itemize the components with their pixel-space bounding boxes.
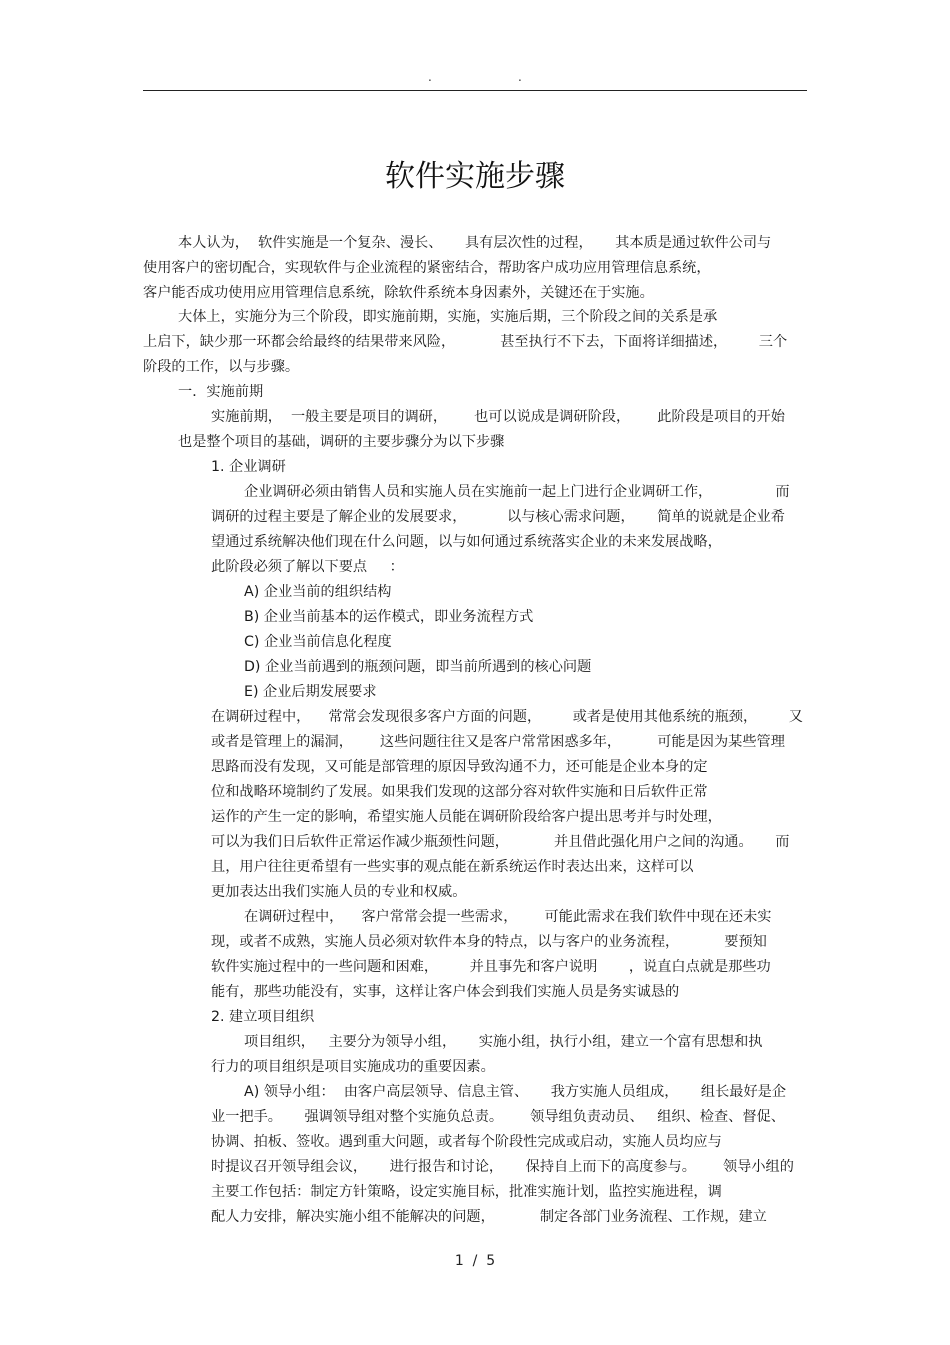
body-line: 思路而没有发现，又可能是部管理的原因导致沟通不力，还可能是企业本身的定	[211, 759, 708, 775]
list-item: B) 企业当前基本的运作模式，即业务流程方式	[244, 609, 534, 625]
list-item: E) 企业后期发展要求	[244, 684, 377, 700]
body-line: 更加表达出我们实施人员的专业和权威。	[211, 884, 467, 900]
body-line: 项目组织， 主要分为领导小组， 实施小组，执行小组，建立一个富有思想和执	[244, 1034, 763, 1050]
body-line: 也是整个项目的基础，调研的主要步骤分为以下步骤	[178, 434, 505, 450]
section-heading: 一．实施前期	[178, 384, 264, 400]
body-line: 本人认为， 软件实施是一个复杂、漫长、 具有层次性的过程， 其本质是通过软件公司与	[178, 235, 772, 251]
body-line: A) 领导小组： 由客户高层领导、信息主管、 我方实施人员组成， 组长最好是企	[244, 1084, 787, 1100]
page-header	[0, 70, 950, 84]
page-number: 1 / 5	[454, 1253, 496, 1269]
body-line: 望通过系统解决他们现在什么问题，以与如何通过系统落实企业的未来发展战略，	[211, 534, 722, 550]
subsection-heading: 2. 建立项目组织	[211, 1009, 315, 1025]
body-line: 在调研过程中， 常常会发现很多客户方面的问题， 或者是使用其他系统的瓶颈， 又	[211, 709, 803, 725]
body-line: 或者是管理上的漏洞， 这些问题往往又是客户常常困惑多年， 可能是因为某些管理	[211, 734, 785, 750]
body-line: 主要工作包括：制定方针策略，设定实施目标，批准实施计划，监控实施进程，调	[211, 1184, 722, 1200]
body-line: 上启下，缺少那一环都会给最终的结果带来风险， 甚至执行不下去，下面将详细描述， 三个	[143, 334, 788, 350]
body-line: 调研的过程主要是了解企业的发展要求， 以与核心需求问题， 简单的说就是企业希	[211, 509, 785, 525]
body-line: 现，或者不成熟，实施人员必须对软件本身的特点，以与客户的业务流程， 要预知	[211, 934, 767, 950]
header-dot-left: .	[428, 70, 432, 84]
header-dot-right: .	[518, 70, 522, 84]
body-line: 位和战略环境制约了发展。如果我们发现的这部分容对软件实施和日后软件正常	[211, 784, 708, 800]
body-line: 运作的产生一定的影响，希望实施人员能在调研阶段给客户提出思考并与时处理，	[211, 809, 722, 825]
body-line: 大体上，实施分为三个阶段，即实施前期，实施，实施后期，三个阶段之间的关系是承	[178, 309, 718, 325]
header-rule	[143, 90, 807, 91]
list-item: D) 企业当前遇到的瓶颈问题，即当前所遇到的核心问题	[244, 659, 592, 675]
body-line: 可以为我们日后软件正常运作减少瓶颈性问题， 并且借此强化用户之间的沟通。 而	[211, 834, 790, 850]
body-line: 软件实施过程中的一些问题和困难， 并且事先和客户说明 ，说直白点就是那些功	[211, 959, 771, 975]
body-line: 且，用户往往更希望有一些实事的观点能在新系统运作时表达出来，这样可以	[211, 859, 694, 875]
subsection-heading: 1. 企业调研	[211, 459, 286, 475]
list-item: C) 企业当前信息化程度	[244, 634, 392, 650]
body-line: 企业调研必须由销售人员和实施人员在实施前一起上门进行企业调研工作， 而	[244, 484, 790, 500]
body-line: 客户能否成功使用应用管理信息系统，除软件系统本身因素外，关键还在于实施。	[143, 285, 654, 301]
body-line: 业一把手。 强调领导组对整个实施负总责。 领导组负责动员、 组织、检查、督促、	[211, 1109, 785, 1125]
body-line: 此阶段必须了解以下要点 ：	[211, 559, 404, 575]
body-line: 阶段的工作，以与步骤。	[143, 359, 300, 375]
body-line: 配人力安排，解决实施小组不能解决的问题， 制定各部门业务流程、工作规，建立	[211, 1209, 767, 1225]
document-title: 软件实施步骤	[385, 159, 565, 194]
body-line: 行力的项目组织是项目实施成功的重要因素。	[211, 1059, 495, 1075]
body-line: 能有，那些功能没有，实事，这样让客户体会到我们实施人员是务实诚恳的	[211, 984, 680, 1000]
body-line: 实施前期， 一般主要是项目的调研， 也可以说成是调研阶段， 此阶段是项目的开始	[211, 409, 785, 425]
body-line: 协调、拍板、签收。遇到重大问题，或者每个阶段性完成或启动，实施人员均应与	[211, 1134, 722, 1150]
body-line: 在调研过程中， 客户常常会提一些需求， 可能此需求在我们软件中现在还未实	[244, 909, 772, 925]
body-line: 使用客户的密切配合，实现软件与企业流程的紧密结合，帮助客户成功应用管理信息系统，	[143, 260, 711, 276]
list-item: A) 企业当前的组织结构	[244, 584, 392, 600]
body-line: 时提议召开领导组会议， 进行报告和讨论， 保持自上而下的高度参与。 领导小组的	[211, 1159, 794, 1175]
